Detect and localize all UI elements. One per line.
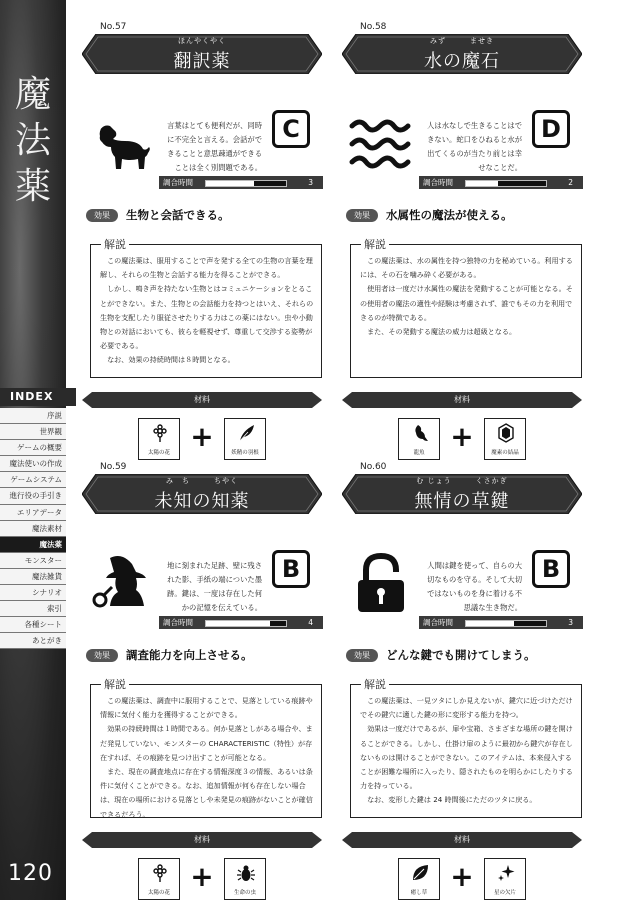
- material-name: 魔素の結晶: [491, 450, 519, 456]
- explanation-label: 解説: [361, 676, 389, 692]
- effect-text: 水属性の魔法が使える。: [386, 208, 513, 222]
- detective-icon: [86, 548, 156, 618]
- materials-banner: [342, 392, 582, 408]
- sparkle-icon: [496, 863, 516, 883]
- potion-flavor-text: 人は水なしで生きることはできない。蛇口をひねると水が出てくるのが当たり前とは幸せなことだ。: [427, 121, 522, 172]
- material-item: [484, 858, 526, 900]
- rank-badge: B: [532, 550, 570, 588]
- index-item[interactable]: エリアデータ: [0, 505, 66, 521]
- material-name: 星の欠片: [493, 890, 516, 896]
- padlock-icon: [346, 548, 416, 618]
- flower-icon: [150, 863, 170, 883]
- index-item[interactable]: ゲームの概要: [0, 440, 66, 456]
- brew-time-fill: [466, 181, 498, 186]
- potion-number: No.59: [100, 462, 127, 472]
- brew-time-bar: [159, 616, 323, 629]
- potion-flavor-text: 人間は鍵を使って、自らの大切なものを守る。そして大切ではないものを身に着ける不思議な生き物だ。: [427, 561, 522, 612]
- materials-label: 材料: [454, 395, 470, 404]
- effect-text: 調査能力を向上させる。: [126, 648, 253, 662]
- explanation-paragraph: この魔法薬は、調査中に服用することで、見落としている痕跡や情報に気付く能力を獲得することができる。: [100, 696, 313, 720]
- index-item[interactable]: あとがき: [0, 633, 66, 649]
- index-item-active[interactable]: 魔法薬: [0, 537, 66, 553]
- effect-tag: 効果: [86, 209, 118, 222]
- materials-label: 材料: [194, 395, 210, 404]
- explanation-paragraph: この魔法薬は、水の属性を持つ独特の力を秘めている。利用するには、その石を噛み砕く必要がある。: [360, 256, 573, 280]
- explanation-box: [350, 678, 582, 818]
- explanation-paragraph: また、現在の調査地点に存在する情報深度３の情報、あるいは条件に気付くことができる。なお、追加情報が何も存在しない場合は、現在の場所における見落としや未発見の痕跡がないことが確信できるだろう。: [100, 767, 313, 819]
- effect-tag: 効果: [346, 649, 378, 662]
- plus-icon: +: [450, 420, 474, 453]
- explanation-label: 解説: [361, 236, 389, 252]
- leaf-icon: [410, 863, 430, 883]
- index-heading: INDEX: [0, 388, 76, 406]
- effect-text: どんな鍵でも開けてしまう。: [386, 648, 536, 662]
- waves-icon: [346, 108, 416, 178]
- page-number: 120: [8, 861, 53, 886]
- materials-banner: [342, 832, 582, 848]
- explanation-paragraph: 効果は一度だけであるが、扉や宝箱、さまざまな場所の鍵を開けることができる。しかし、仕掛け扉のように最初から鍵穴が存在しないものは開けることができない。このアイテムは、本来侵入することが困難な場所に入ったり、隠されたものを明らかにしたりする力を持っている。: [360, 724, 573, 791]
- rank-badge: B: [272, 550, 310, 588]
- potion-name: 翻訳薬: [173, 51, 231, 72]
- potion-name: 水の魔石: [424, 51, 500, 72]
- potion-flavor-text: 地に刻まれた足跡、壁に残された影、手紙の端についた墨跡。鍵は、一度は存在した何かの記憶を伝えている。: [167, 561, 262, 612]
- explanation-body: [360, 254, 578, 339]
- material-name: 妖精の羽根: [231, 450, 259, 456]
- index-item[interactable]: 魔法使いの作成: [0, 456, 66, 472]
- potion-number: No.57: [100, 22, 127, 32]
- materials-label: 材料: [194, 835, 210, 844]
- brew-time-gauge: [465, 620, 547, 627]
- index-item[interactable]: 魔法素材: [0, 521, 66, 537]
- materials-banner: [82, 392, 322, 408]
- explanation-paragraph: この魔法薬は、一見ツタにしか見えないが、鍵穴に近づけただけでその鍵穴に適した鍵の形に変形する能力を持つ。: [360, 696, 573, 720]
- material-name: 生命の虫: [233, 890, 256, 896]
- explanation-box: [350, 238, 582, 378]
- brew-time-value: 2: [568, 178, 573, 187]
- explanation-box: [90, 238, 322, 378]
- explanation-label: 解説: [101, 676, 129, 692]
- explanation-body: [100, 694, 318, 822]
- explanation-paragraph: 効果の持続時間は１時間である。何か見落としがある場合や、まだ発見していない、モンスターの CHARACTERISTIC（特性）が存在すれば、その痕跡を見つけ出すことが可能となる。: [100, 724, 313, 762]
- brew-time-gauge: [465, 180, 547, 187]
- explanation-paragraph: また、その発動する魔法の威力は超級となる。: [367, 327, 517, 337]
- brew-time-fill: [206, 181, 254, 186]
- index-item[interactable]: 序説: [0, 408, 66, 424]
- dog-icon: [86, 108, 156, 178]
- brew-time-fill: [206, 621, 270, 626]
- potion-name-ruby: む じょう くさかぎ: [416, 477, 508, 485]
- brew-time-value: 3: [308, 178, 313, 187]
- explanation-body: [360, 694, 578, 808]
- potion-name: 無情の草鍵: [414, 491, 510, 512]
- plus-icon: +: [190, 860, 214, 893]
- brew-time-value: 3: [568, 618, 573, 627]
- potion-number: No.58: [360, 22, 387, 32]
- brew-time-bar: [159, 176, 323, 189]
- material-item: [484, 418, 526, 460]
- flower-icon: [150, 423, 170, 443]
- brew-time-label: 調合時間: [163, 178, 193, 187]
- material-name: 癒し草: [410, 890, 428, 896]
- bug-icon: [236, 863, 256, 883]
- fish-icon: [410, 423, 430, 443]
- effect-tag: 効果: [86, 649, 118, 662]
- material-item: [224, 858, 266, 900]
- explanation-box: [90, 678, 322, 819]
- brew-time-label: 調合時間: [423, 618, 453, 627]
- material-item: [138, 418, 180, 460]
- brew-time-label: 調合時間: [423, 178, 453, 187]
- material-item: [138, 858, 180, 900]
- effect-tag: 効果: [346, 209, 378, 222]
- crystal-icon: [496, 423, 516, 443]
- explanation-label: 解説: [101, 236, 129, 252]
- material-item: [398, 858, 440, 900]
- index-item[interactable]: 各種シート: [0, 617, 66, 633]
- material-name: 太陽の花: [147, 890, 170, 896]
- explanation-paragraph: なお、効果の持続時間は８時間となる。: [107, 355, 235, 365]
- brew-time-gauge: [205, 180, 287, 187]
- rank-badge: C: [272, 110, 310, 148]
- explanation-paragraph: しかし、鳴き声を持たない生物とはコミュニケーションをとることができない。また、生物との会話能力を持つとはいえ、それらの生物を支配したり服従させたりする力はこの薬にはない。虫や小動物との対話においても、彼らを軽視せず、尊重して交渉する姿勢が必要である。: [100, 284, 314, 351]
- potion-name-ruby: み ち ちやく: [166, 477, 238, 485]
- potion-flavor-text: 言葉はとても便利だが、同時に不完全と言える。会話ができることと意思疎通ができることは全く別問題である。: [167, 121, 262, 172]
- explanation-paragraph: なお、変形した鍵は 24 時間後にただのツタに戻る。: [367, 795, 537, 805]
- plus-icon: +: [450, 860, 474, 893]
- brew-time-bar: [419, 616, 583, 629]
- rank-badge: D: [532, 110, 570, 148]
- potion-name-ruby: みず ませき: [430, 37, 494, 45]
- index-item[interactable]: シナリオ: [0, 585, 66, 601]
- materials-label: 材料: [454, 835, 470, 844]
- explanation-paragraph: この魔法薬は、服用することで声を発する全ての生物の言葉を理解し、それらの生物と会話する能力を得ることができる。: [100, 256, 313, 280]
- feather-icon: [236, 423, 256, 443]
- index-item[interactable]: 索引: [0, 601, 66, 617]
- material-name: 龍魚: [413, 450, 425, 456]
- material-name: 太陽の花: [147, 450, 170, 456]
- materials-banner: [82, 832, 322, 848]
- material-item: [398, 418, 440, 460]
- index-item[interactable]: モンスター: [0, 553, 66, 569]
- potion-name-ruby: ほんやくやく: [178, 37, 226, 45]
- index-item[interactable]: 世界観: [0, 424, 66, 440]
- potion-name: 未知の知薬: [154, 491, 250, 512]
- index-item[interactable]: ゲームシステム: [0, 472, 66, 488]
- brew-time-label: 調合時間: [163, 618, 193, 627]
- side-strip: [0, 0, 66, 900]
- index-item[interactable]: 進行役の手引き: [0, 488, 66, 504]
- brew-time-gauge: [205, 620, 287, 627]
- explanation-paragraph: 使用者は一度だけ水属性の魔法を発動することが可能となる。その使用者の魔法の適性や経験は考慮されず、誰でもその力を利用できるのが特徴である。: [360, 284, 573, 322]
- effect-text: 生物と会話できる。: [126, 208, 230, 222]
- explanation-body: [100, 254, 318, 368]
- brew-time-fill: [466, 621, 514, 626]
- material-item: [224, 418, 266, 460]
- brew-time-value: 4: [308, 618, 313, 627]
- index-list: [0, 408, 66, 649]
- brew-time-bar: [419, 176, 583, 189]
- plus-icon: +: [190, 420, 214, 453]
- index-item[interactable]: 魔法雑貨: [0, 569, 66, 585]
- chapter-title: 魔法薬: [14, 74, 51, 207]
- potion-number: No.60: [360, 462, 387, 472]
